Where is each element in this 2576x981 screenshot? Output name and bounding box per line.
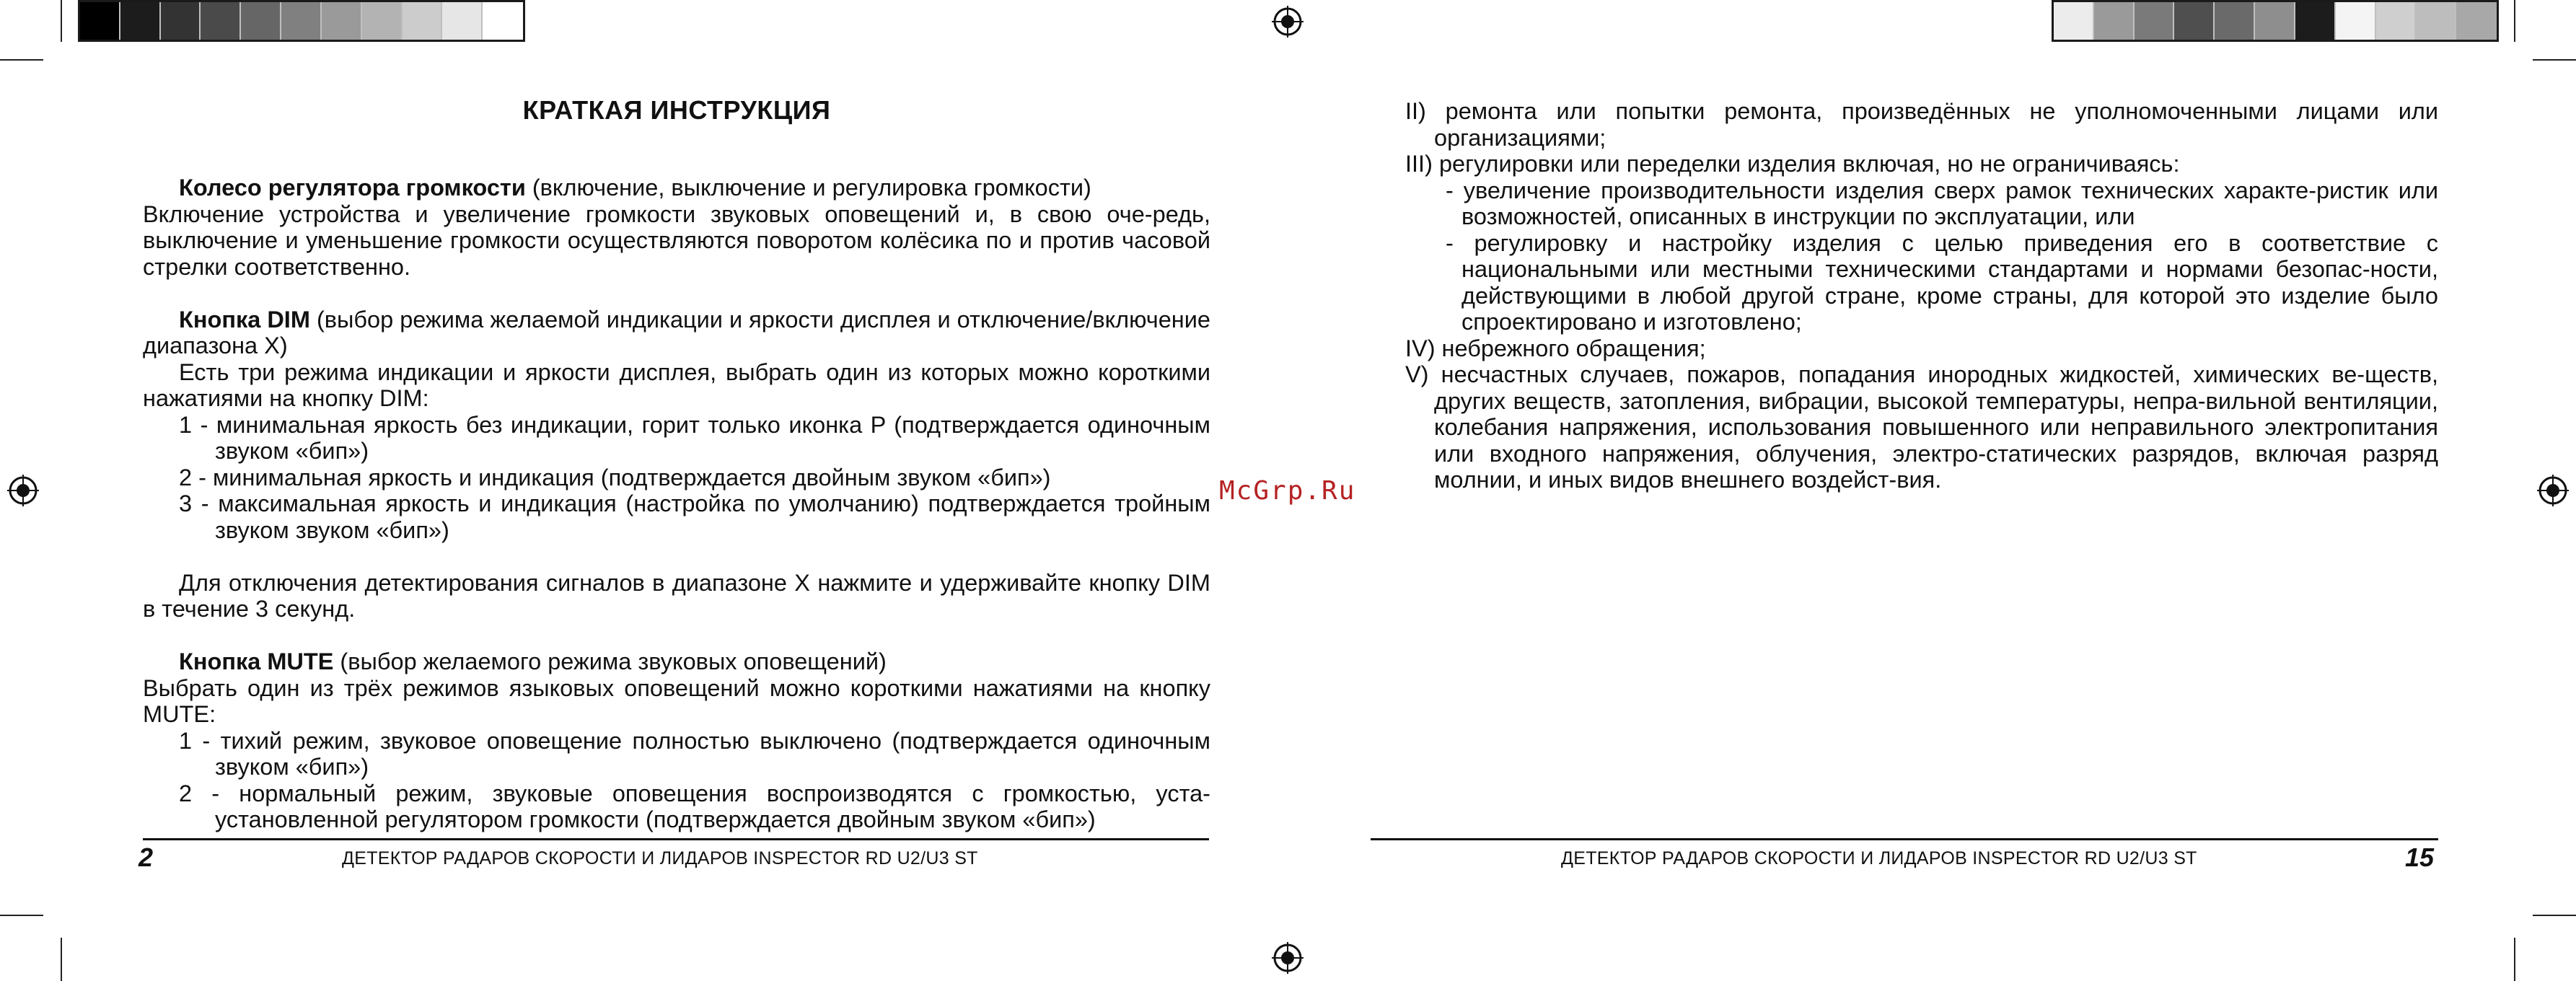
color-swatch [362, 2, 403, 40]
color-swatch [281, 2, 322, 40]
page-title: КРАТКАЯ ИНСТРУКЦИЯ [522, 95, 831, 125]
color-swatch [2094, 2, 2135, 40]
volume-wheel-body: Включение устройства и увеличение громкости звуковых оповещений и, в свою оче-редь, выключение и уменьшение громкости осуществляются поворотом колёсика по и против часовой стрелки соответственно. [143, 201, 1210, 280]
crop-mark [2533, 59, 2576, 61]
registration-target-icon [1272, 6, 1304, 38]
color-swatch [2336, 2, 2376, 40]
color-calibration-bar-right [2052, 0, 2499, 42]
color-swatch [120, 2, 161, 40]
crop-mark [2514, 0, 2515, 42]
color-swatch [2295, 2, 2336, 40]
left-page-number: 2 [139, 843, 154, 872]
color-swatch [403, 2, 443, 40]
color-swatch [2135, 2, 2175, 40]
color-swatch [2215, 2, 2255, 40]
color-calibration-bar-left [78, 0, 525, 42]
color-swatch [241, 2, 281, 40]
crop-mark [61, 0, 62, 42]
dim-button-body: Есть три режима индикации и яркости дисплея, выбрать один из которых можно короткими нажатиями на кнопку DIM: [143, 358, 1210, 411]
dim-button-section [143, 307, 1210, 359]
left-footer-rule [143, 838, 1209, 840]
dim-x-band-note: Для отключения детектирования сигналов в диапазоне X нажмите и удерживайте кнопку DIM в течение 3 секунд. [143, 569, 1210, 622]
dim-mode-item: 1 - минимальная яркость без индикации, горит только иконка P (подтверждается одиночным звуком «бип») [179, 411, 1210, 464]
volume-wheel-heading-note: (включение, выключение и регулировка громкости) [525, 175, 1091, 201]
left-page-body [143, 175, 1210, 833]
volume-wheel-heading: Колесо регулятора громкости [179, 175, 526, 201]
right-footer-rule [1371, 838, 2438, 840]
crop-mark [2514, 938, 2515, 981]
registration-target-icon [2537, 475, 2569, 506]
dim-mode-item: 2 - минимальная яркость и индикация (подтверждается двойным звуком «бип») [179, 464, 1051, 490]
right-page-footer: ДЕТЕКТОР РАДАРОВ СКОРОСТИ И ЛИДАРОВ INSPECTOR RD U2/U3 ST [1561, 848, 2197, 868]
warranty-exclusion-item: IV) небрежного обращения; [1405, 335, 1706, 361]
color-swatch [2174, 2, 2215, 40]
color-swatch [483, 2, 523, 40]
color-swatch [2456, 2, 2497, 40]
warranty-exclusion-item: III) регулировки или переделки изделия включая, но не ограничиваясь: [1405, 151, 2180, 177]
color-swatch [2255, 2, 2295, 40]
color-swatch [2376, 2, 2417, 40]
dim-mode-item: 3 - максимальная яркость и индикация (настройка по умолчанию) подтверждается тройным звуком звуком «бип») [179, 490, 1210, 543]
right-page-body [1405, 98, 2438, 493]
mute-button-heading: Кнопка MUTE [179, 648, 334, 674]
crop-mark [0, 915, 43, 916]
watermark-text: McGrp.Ru [1219, 476, 1356, 506]
color-swatch [2054, 2, 2094, 40]
color-swatch [2416, 2, 2456, 40]
crop-mark [2533, 915, 2576, 916]
warranty-exclusion-item: II) ремонта или попытки ремонта, произведённых не уполномоченными лицами или организациями; [1405, 98, 2438, 151]
color-swatch [201, 2, 241, 40]
warranty-exclusion-item: V) несчастных случаев, пожаров, попадания инородных жидкостей, химических ве-ществ, других веществ, затопления, вибрации, высокой температуры, непра-вильной вентиляции, колебания напряжения, использования повышенного или неправильного электропитания или входного напряжения, облучения, электро-статических разрядов, включая разряд молнии, и иных видов внешнего воздейст-вия. [1405, 361, 2438, 493]
crop-mark [0, 59, 43, 61]
registration-target-icon [7, 475, 39, 506]
dim-button-heading: Кнопка DIM [179, 306, 310, 333]
warranty-exclusion-subitem: - увеличение производительности изделия сверх рамок технических характе-ристик или возможностей, описанных в инструкции по эксплуатации, или [1446, 177, 2438, 229]
color-swatch [322, 2, 362, 40]
dim-button-heading-note: (выбор режима желаемой индикации и яркости дисплея и отключение/включение диапазона X) [143, 306, 1210, 358]
mute-button-section [143, 648, 1210, 675]
crop-mark [61, 938, 62, 981]
volume-wheel-section [143, 175, 1210, 201]
mute-mode-item: 2 - нормальный режим, звуковые оповещения воспроизводятся с громкостью, уста-установленной регулятором громкости (подтверждается двойным звуком «бип») [179, 780, 1210, 832]
mute-mode-item: 1 - тихий режим, звуковое оповещение полностью выключено (подтверждается одиночным звуком «бип») [179, 727, 1210, 780]
registration-target-icon [1272, 942, 1304, 974]
warranty-exclusion-subitem: - регулировку и настройку изделия с целью приведения его в соответствие с национальными или местными техническими стандартами и нормами безопас-ности, действующими в любой другой стране, кроме страны, для которой это изделие было спроектировано и изготовлено; [1446, 229, 2438, 335]
color-swatch [161, 2, 201, 40]
mute-button-body: Выбрать один из трёх режимов языковых оповещений можно короткими нажатиями на кнопку MUTE: [143, 674, 1210, 727]
mute-button-heading-note: (выбор желаемого режима звуковых оповещений) [333, 648, 887, 674]
color-swatch [80, 2, 120, 40]
left-page-footer: ДЕТЕКТОР РАДАРОВ СКОРОСТИ И ЛИДАРОВ INSPECTOR RD U2/U3 ST [342, 848, 978, 868]
color-swatch [442, 2, 483, 40]
right-page-number: 15 [2405, 843, 2435, 872]
